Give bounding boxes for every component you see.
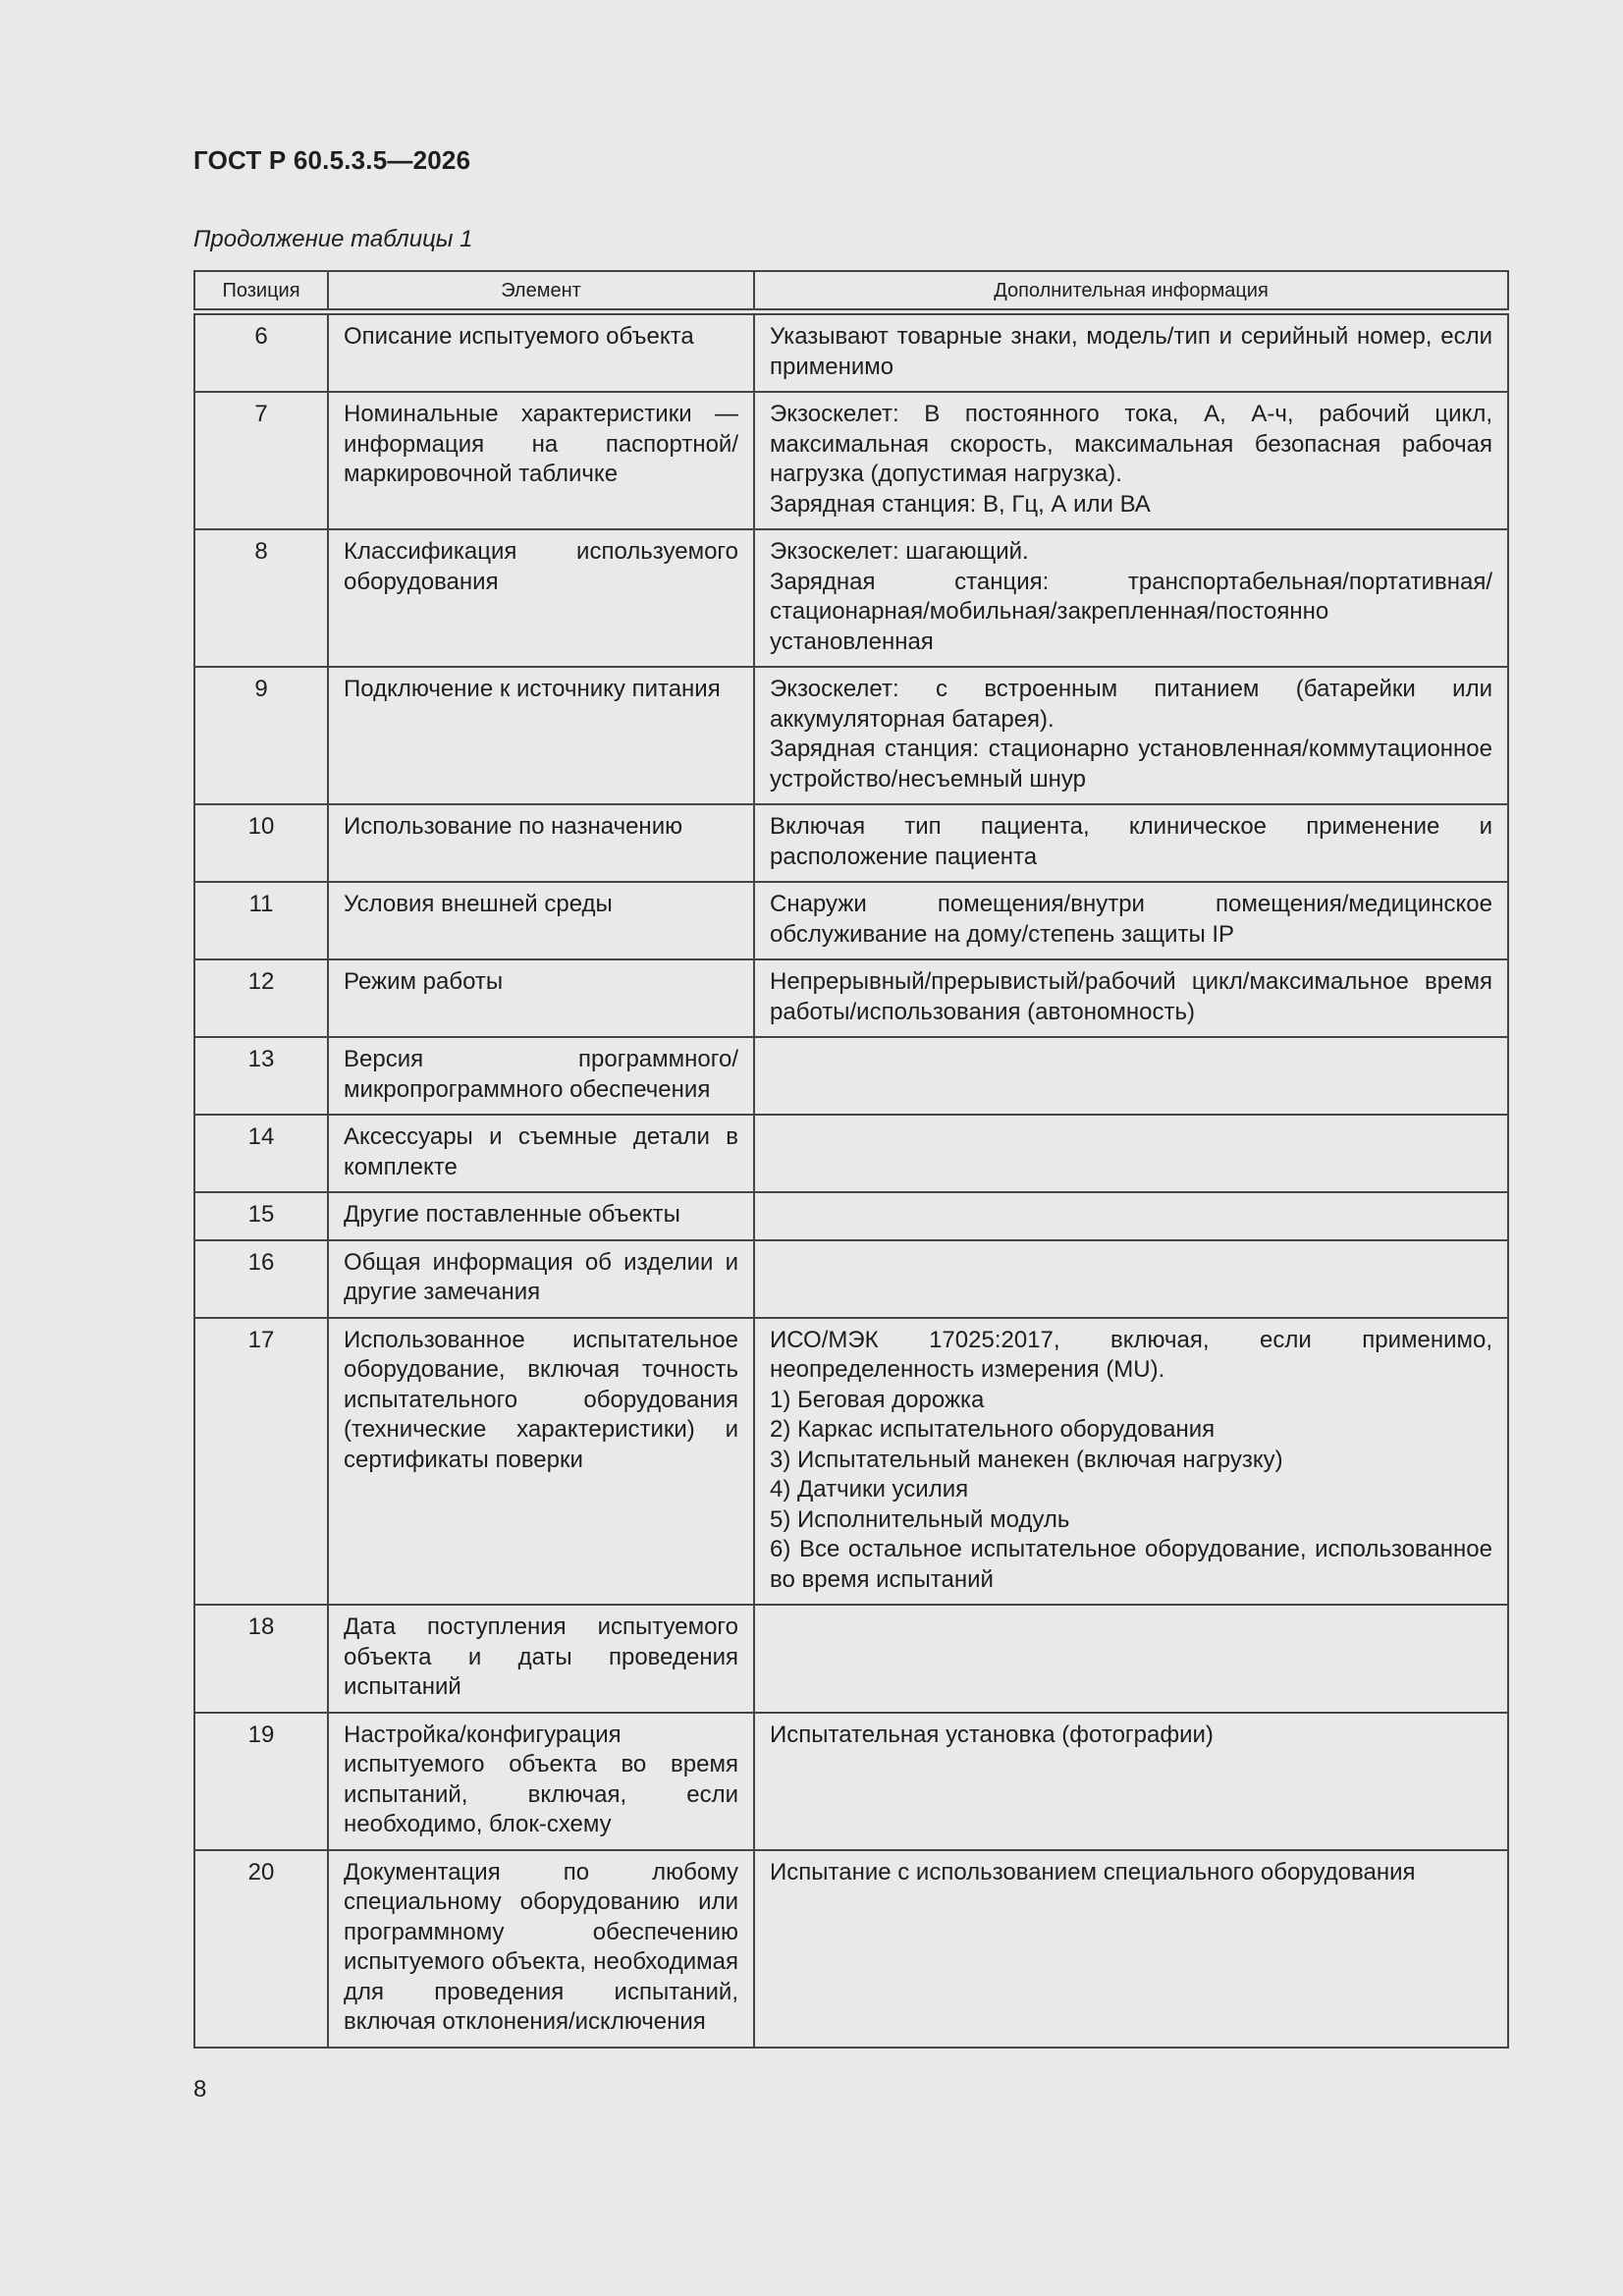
row-element: Документация по любому специальному оборудованию или программному обеспечению испытуемого объекта, необходимая для проведения испытаний, включая отклонения/исключения [328,1850,754,2048]
row-position: 10 [194,804,328,882]
page-number: 8 [193,2076,207,2103]
info-line: 3) Испытательный манекен (включая нагрузку) [770,1446,1283,1473]
row-position: 11 [194,882,328,959]
row-additional-info [754,1605,1508,1713]
info-line: Экзоскелет: шагающий. [770,538,1029,565]
info-line: Экзоскелет: с встроенным питанием (батарейки или аккумуляторная батарея). [770,676,1492,733]
row-element: Использование по назначению [328,804,754,882]
info-line: Снаружи помещения/внутри помещения/медицинское обслуживание на дому/степень защиты IP [770,891,1492,948]
info-line: 5) Исполнительный модуль [770,1505,1070,1533]
row-additional-info [754,1037,1508,1115]
header-additional-info: Дополнительная информация [754,271,1508,312]
row-additional-info [754,529,1508,667]
row-additional-info [754,1318,1508,1606]
info-line: 6) Все остальное испытательное оборудование, использованное во время испытаний [770,1536,1492,1593]
row-position: 16 [194,1240,328,1318]
table-row [194,312,1508,393]
table-row [194,1037,1508,1115]
info-line: ИСО/МЭК 17025:2017, включая, если применимо, неопределенность измерения (MU). [770,1326,1492,1383]
row-element: Настройка/конфигурация испытуемого объекта во время испытаний, включая, если необходимо, блок-схему [328,1713,754,1850]
row-element: Версия программного/микропрограммного обеспечения [328,1037,754,1115]
row-position: 9 [194,667,328,804]
header-element: Элемент [328,271,754,312]
row-position: 12 [194,959,328,1037]
table-row [194,529,1508,667]
row-element: Общая информация об изделии и другие замечания [328,1240,754,1318]
info-line: Испытательная установка (фотографии) [770,1721,1214,1748]
table-row [194,804,1508,882]
info-line: 4) Датчики усилия [770,1476,969,1503]
row-element: Другие поставленные объекты [328,1192,754,1240]
table-row [194,1115,1508,1192]
row-element: Аксессуары и съемные детали в комплекте [328,1115,754,1192]
table-row [194,1192,1508,1240]
table-row [194,392,1508,529]
row-additional-info [754,1115,1508,1192]
info-line: Включая тип пациента, клиническое применение и расположение пациента [770,813,1492,870]
row-element: Условия внешней среды [328,882,754,959]
row-element: Использованное испытательное оборудование, включая точность испытательного оборудования (технические характеристики) и сертификаты поверки [328,1318,754,1606]
table-row [194,959,1508,1037]
table-row [194,882,1508,959]
row-position: 19 [194,1713,328,1850]
row-additional-info [754,804,1508,882]
row-additional-info [754,882,1508,959]
info-line: Зарядная станция: транспортабельная/портативная/стационарная/мобильная/закрепленная/постоянно установленная [770,568,1492,655]
row-element: Номинальные характеристики — информация на паспортной/маркировочной табличке [328,392,754,529]
info-line: Зарядная станция: стационарно установленная/коммутационное устройство/несъемный шнур [770,736,1492,793]
row-additional-info [754,1713,1508,1850]
info-line: Непрерывный/прерывистый/рабочий цикл/максимальное время работы/использования (автономность) [770,968,1492,1025]
table-row [194,1318,1508,1606]
row-position: 17 [194,1318,328,1606]
info-line: Испытание с использованием специального оборудования [770,1858,1416,1886]
table-row [194,1605,1508,1713]
info-line: Зарядная станция: В, Гц, А или ВА [770,490,1151,518]
table-row [194,1850,1508,2048]
row-additional-info [754,1240,1508,1318]
row-additional-info [754,1192,1508,1240]
row-position: 15 [194,1192,328,1240]
table-body [194,312,1508,2048]
row-element: Классификация используемого оборудования [328,529,754,667]
row-position: 8 [194,529,328,667]
row-additional-info [754,392,1508,529]
row-position: 18 [194,1605,328,1713]
row-position: 13 [194,1037,328,1115]
data-table [193,270,1509,2049]
row-position: 6 [194,312,328,393]
document-code: ГОСТ Р 60.5.3.5—2026 [193,145,471,175]
info-line: Указывают товарные знаки, модель/тип и серийный номер, если применимо [770,323,1492,380]
row-additional-info [754,312,1508,393]
table-caption: Продолжение таблицы 1 [193,226,473,252]
row-position: 7 [194,392,328,529]
row-element: Дата поступления испытуемого объекта и даты проведения испытаний [328,1605,754,1713]
header-position: Позиция [194,271,328,312]
row-element: Режим работы [328,959,754,1037]
row-position: 14 [194,1115,328,1192]
table-row [194,667,1508,804]
table-row [194,1240,1508,1318]
info-line: 1) Беговая дорожка [770,1386,985,1413]
row-additional-info [754,1850,1508,2048]
row-additional-info [754,959,1508,1037]
table-row [194,1713,1508,1850]
row-additional-info [754,667,1508,804]
row-element: Описание испытуемого объекта [328,312,754,393]
row-element: Подключение к источнику питания [328,667,754,804]
info-line: 2) Каркас испытательного оборудования [770,1416,1216,1443]
table-header-row [194,271,1508,312]
row-position: 20 [194,1850,328,2048]
info-line: Экзоскелет: В постоянного тока, А, А-ч, рабочий цикл, максимальная скорость, максимальная безопасная рабочая нагрузка (допустимая нагрузка). [770,401,1492,487]
